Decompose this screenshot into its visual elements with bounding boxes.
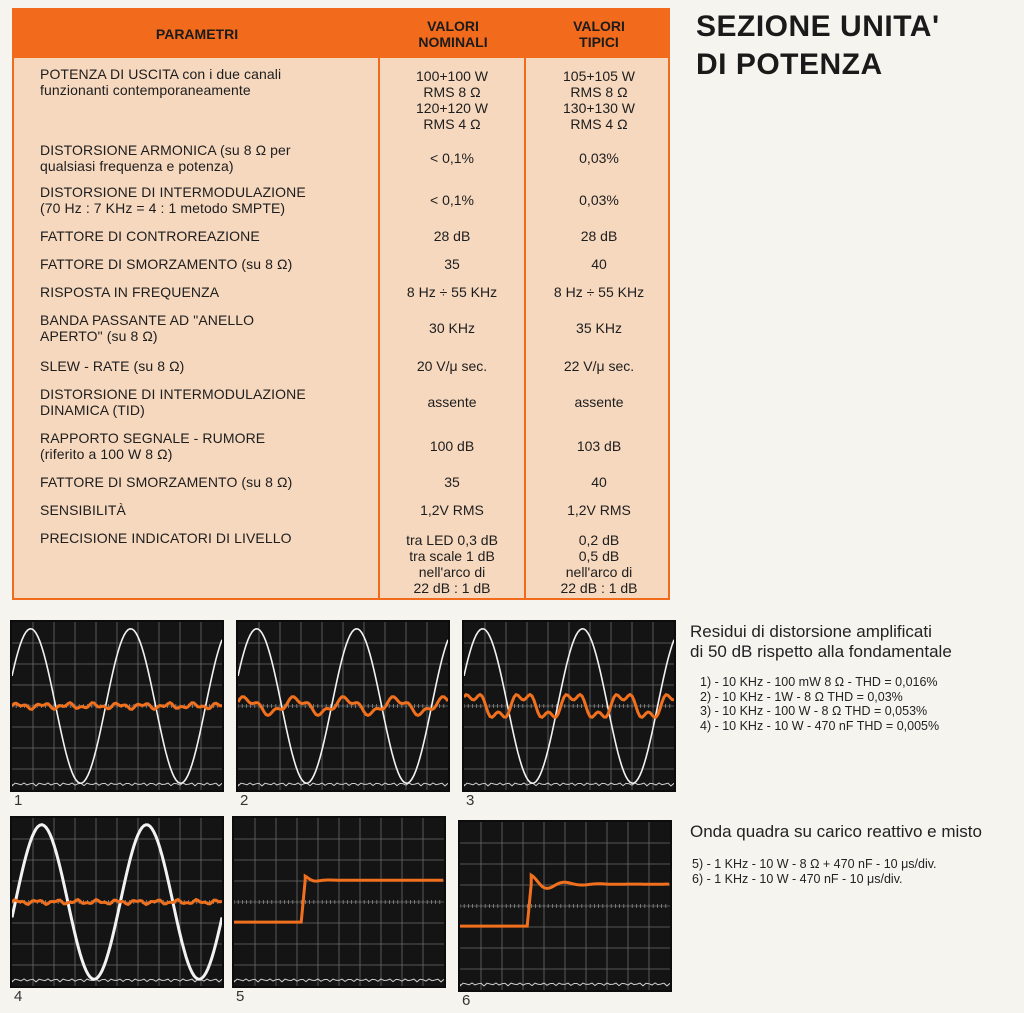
table-row-param [40, 474, 374, 490]
header-typical [526, 10, 672, 58]
oscilloscope-trace-4 [12, 818, 222, 986]
scope-label: 5 [236, 988, 245, 1005]
page-title [696, 8, 1016, 84]
value-line: 1,2V RMS [567, 502, 631, 518]
oscilloscope-screen-5 [232, 816, 446, 988]
table-row-param [40, 358, 374, 374]
table-header [14, 10, 668, 58]
distortion-heading-line-2: di 50 dB rispetto alla fondamentale [690, 642, 952, 661]
scope-label: 1 [14, 792, 23, 809]
scope-label: 2 [240, 792, 249, 809]
table-row-param [40, 386, 374, 418]
oscilloscope-screen-4 [10, 816, 224, 988]
param-line: FATTORE DI CONTROREAZIONE [40, 228, 260, 244]
param-line: DINAMICA (TID) [40, 402, 145, 418]
table-row-nominal [380, 438, 524, 454]
header-typical-l1: VALORI [573, 18, 625, 34]
list-item: 2) - 10 KHz - 1W - 8 Ω THD = 0,03% [700, 689, 903, 704]
value-line: 0,03% [579, 192, 619, 208]
value-line: < 0,1% [430, 150, 474, 166]
table-row-param [40, 430, 374, 462]
table-row-nominal [380, 394, 524, 410]
value-line: 22 dB : 1 dB [560, 580, 638, 596]
value-line: assente [427, 394, 477, 410]
title-line-1: SEZIONE UNITA' [696, 10, 940, 43]
value-line: assente [574, 394, 624, 410]
table-row-param [40, 284, 374, 300]
oscilloscope-trace-1 [12, 622, 222, 790]
value-line: 20 V/μ sec. [416, 358, 488, 374]
oscilloscope-trace-6 [460, 822, 670, 990]
table-row-typical [526, 502, 672, 518]
title-line-2: DI POTENZA [696, 48, 883, 81]
value-line: 40 [591, 474, 607, 490]
table-row-param [40, 142, 374, 174]
oscilloscope-trace-3 [464, 622, 674, 790]
value-line: 22 V/μ sec. [563, 358, 635, 374]
value-line: 30 KHz [429, 320, 475, 336]
square-caption-heading: Onda quadra su carico reattivo e misto [690, 822, 982, 841]
table-row-typical [526, 192, 672, 208]
value-line: 35 [444, 256, 460, 272]
list-item: 1) - 10 KHz - 100 mW 8 Ω - THD = 0,016% [700, 675, 938, 689]
table-row-nominal [380, 228, 524, 244]
table-row-nominal [380, 284, 524, 300]
param-line: qualsiasi frequenza e potenza) [40, 158, 234, 174]
value-line: nell'arco di [418, 564, 486, 580]
header-nominal-l2: NOMINALI [418, 34, 488, 50]
square-wave-trace [460, 875, 669, 926]
oscilloscope-screen-1 [10, 620, 224, 792]
value-line: 1,2V RMS [420, 502, 484, 518]
value-line: 103 dB [576, 438, 622, 454]
value-line: 22 dB : 1 dB [413, 580, 491, 596]
value-line: 8 Hz ÷ 55 KHz [406, 284, 498, 300]
value-line: 0,5 dB [578, 548, 620, 564]
table-row-typical [526, 284, 672, 300]
list-item: 3) - 10 KHz - 100 W - 8 Ω THD = 0,053% [700, 704, 928, 718]
scope-label: 4 [14, 988, 23, 1005]
table-row-param [40, 66, 374, 98]
table-row-nominal [380, 256, 524, 272]
param-line: RISPOSTA IN FREQUENZA [40, 284, 220, 300]
value-line: 0,03% [579, 150, 619, 166]
header-nominal [380, 10, 526, 58]
param-line: (70 Hz : 7 KHz = 4 : 1 metodo SMPTE) [40, 200, 286, 216]
table-row-typical [526, 256, 672, 272]
param-line: (riferito a 100 W 8 Ω) [40, 446, 173, 462]
specifications-table [12, 8, 670, 600]
value-line: tra scale 1 dB [409, 548, 495, 564]
value-line: < 0,1% [430, 192, 474, 208]
value-line: 28 dB [433, 228, 471, 244]
table-row-nominal [380, 192, 524, 208]
table-row-param [40, 184, 374, 216]
table-row-nominal [380, 68, 524, 132]
scope-label: 3 [466, 792, 475, 809]
value-line: 0,2 dB [578, 532, 620, 548]
table-row-typical [526, 150, 672, 166]
list-item: 6) - 1 KHz - 10 W - 470 nF - 10 μs/div. [692, 871, 903, 886]
table-row-nominal [380, 532, 524, 596]
param-line: DISTORSIONE DI INTERMODULAZIONE [40, 184, 306, 200]
param-line: POTENZA DI USCITA con i due canali [40, 66, 282, 82]
table-row-typical [526, 320, 672, 336]
list-item: 5) - 1 KHz - 10 W - 8 Ω + 470 nF - 10 μs/div. [692, 857, 937, 871]
table-row-nominal [380, 358, 524, 374]
square-caption-list [692, 857, 937, 886]
oscilloscope-screen-6 [458, 820, 672, 992]
value-line: 130+130 W [563, 100, 635, 116]
table-row-param [40, 502, 374, 518]
value-line: 35 [444, 474, 460, 490]
param-line: FATTORE DI SMORZAMENTO (su 8 Ω) [40, 256, 293, 272]
list-item: 4) - 10 KHz - 10 W - 470 nF THD = 0,005% [700, 718, 940, 733]
distortion-caption-list [700, 675, 939, 733]
distortion-heading-line-1: Residui di distorsione amplificati [690, 622, 932, 641]
table-row-nominal [380, 320, 524, 336]
value-line: 120+120 W [416, 100, 488, 116]
value-line: 105+105 W [563, 68, 635, 84]
table-row-param [40, 256, 374, 272]
value-line: RMS 4 Ω [423, 116, 481, 132]
table-row-typical [526, 228, 672, 244]
value-line: 100+100 W [416, 68, 488, 84]
value-line: RMS 8 Ω [423, 84, 481, 100]
table-row-nominal [380, 150, 524, 166]
distortion-caption-heading [690, 622, 952, 662]
scope-label: 6 [462, 992, 471, 1009]
table-row-param [40, 228, 374, 244]
value-line: 40 [591, 256, 607, 272]
header-typical-l2: TIPICI [579, 34, 619, 50]
header-nominal-l1: VALORI [427, 18, 479, 34]
param-line: BANDA PASSANTE AD "ANELLO [40, 312, 255, 328]
table-row-nominal [380, 474, 524, 490]
param-line: FATTORE DI SMORZAMENTO (su 8 Ω) [40, 474, 293, 490]
value-line: tra LED 0,3 dB [406, 532, 498, 548]
value-line: 8 Hz ÷ 55 KHz [553, 284, 645, 300]
value-line: nell'arco di [565, 564, 633, 580]
oscilloscope-screen-3 [462, 620, 676, 792]
table-row-typical [526, 532, 672, 596]
value-line: RMS 4 Ω [570, 116, 628, 132]
table-row-param [40, 312, 374, 344]
table-row-nominal [380, 502, 524, 518]
table-row-param [40, 530, 374, 546]
param-line: SLEW - RATE (su 8 Ω) [40, 358, 185, 374]
param-line: PRECISIONE INDICATORI DI LIVELLO [40, 530, 292, 546]
param-line: RAPPORTO SEGNALE - RUMORE [40, 430, 266, 446]
value-line: 100 dB [429, 438, 475, 454]
param-line: DISTORSIONE ARMONICA (su 8 Ω per [40, 142, 291, 158]
value-line: 28 dB [580, 228, 618, 244]
param-line: DISTORSIONE DI INTERMODULAZIONE [40, 386, 306, 402]
table-row-typical [526, 394, 672, 410]
table-row-typical [526, 358, 672, 374]
oscilloscope-trace-2 [238, 622, 448, 790]
table-row-typical [526, 438, 672, 454]
table-row-typical [526, 474, 672, 490]
param-line: funzionanti contemporaneamente [40, 82, 251, 98]
param-line: SENSIBILITÀ [40, 502, 126, 518]
value-line: 35 KHz [576, 320, 622, 336]
header-param: PARAMETRI [155, 26, 239, 42]
param-line: APERTO" (su 8 Ω) [40, 328, 158, 344]
oscilloscope-screen-2 [236, 620, 450, 792]
table-row-typical [526, 68, 672, 132]
oscilloscope-trace-5 [234, 818, 444, 986]
value-line: RMS 8 Ω [570, 84, 628, 100]
